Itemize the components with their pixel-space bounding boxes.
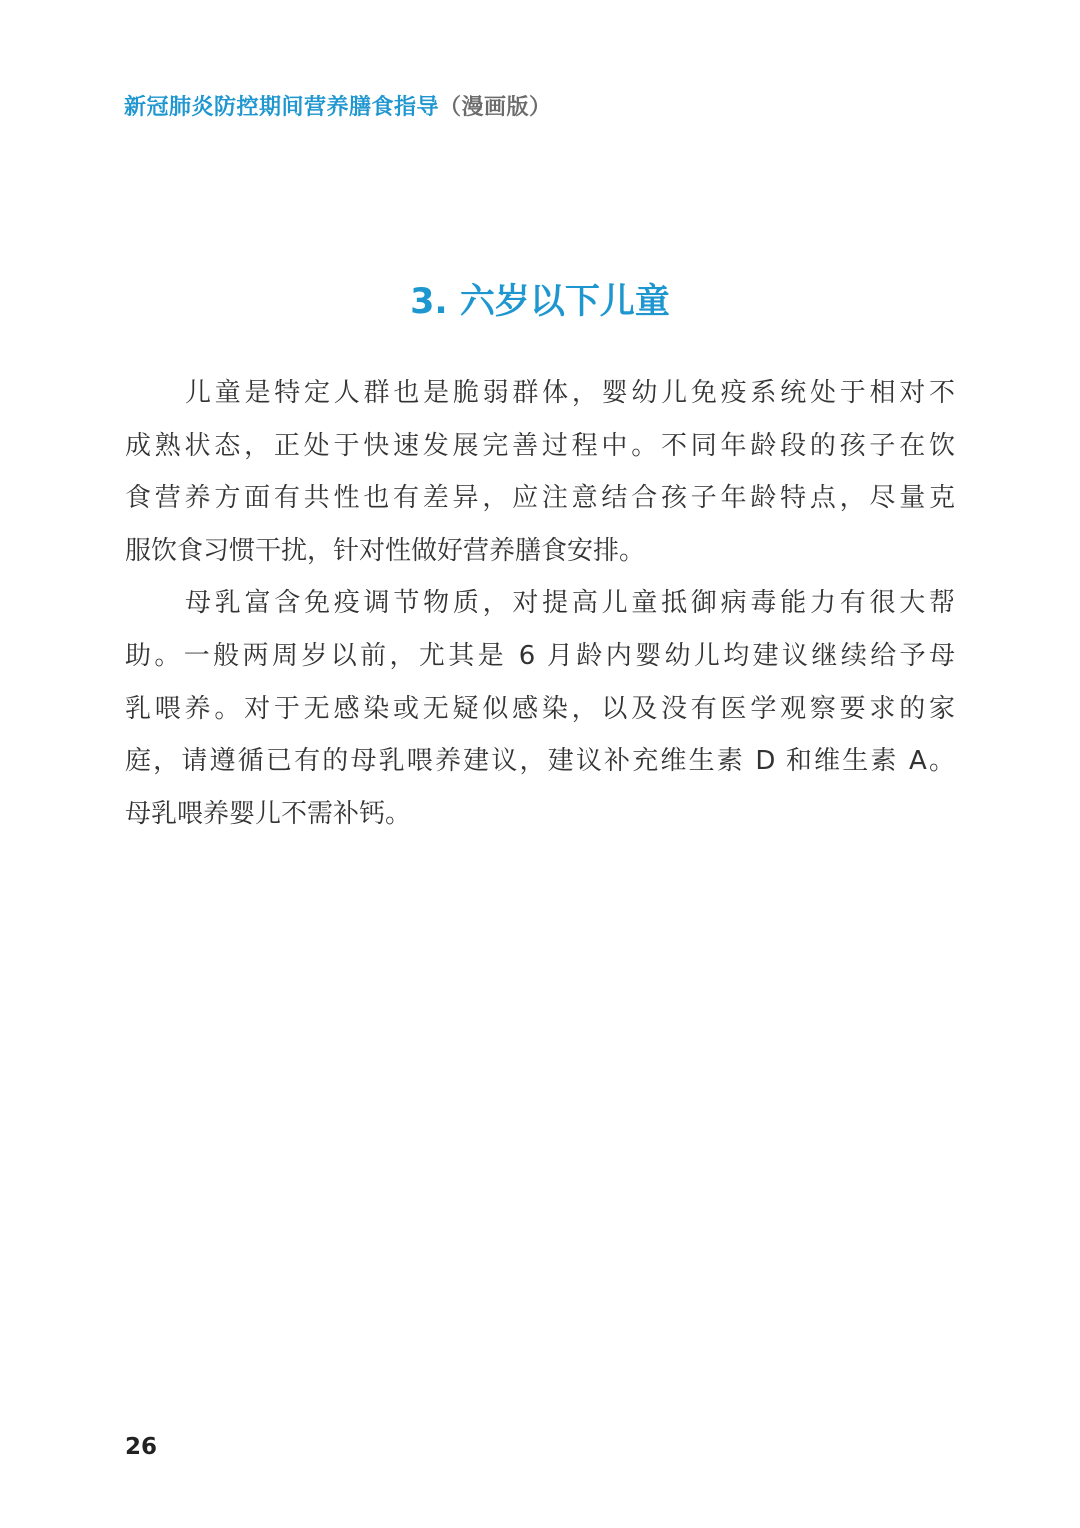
- text-line: 助。一般两周岁以前，尤其是 6 月龄内婴幼儿均建议继续给予母: [125, 640, 955, 671]
- text-line: 庭，请遵循已有的母乳喂养建议，建议补充维生素 D 和维生素 A。: [125, 746, 955, 777]
- text-line: 母乳富含免疫调节物质，对提高儿童抵御病毒能力有很大帮: [185, 588, 955, 619]
- header-edition: （漫画版）: [439, 95, 552, 120]
- text-line: 儿童是特定人群也是脆弱群体，婴幼儿免疫系统处于相对不: [185, 378, 955, 408]
- section-title: 3. 六岁以下儿童: [410, 282, 670, 322]
- running-header: [124, 90, 552, 121]
- page-number: 26: [125, 1434, 158, 1460]
- text-line: 母乳喂养婴儿不需补钙。: [125, 798, 412, 829]
- text-line: 乳喂养。对于无感染或无疑似感染，以及没有医学观察要求的家: [125, 693, 955, 724]
- body-text: [125, 371, 955, 844]
- paragraph: [125, 581, 955, 844]
- header-title: 新冠肺炎防控期间营养膳食指导: [124, 95, 440, 120]
- paragraph: [125, 371, 955, 581]
- text-line: 成熟状态，正处于快速发展完善过程中。不同年龄段的孩子在饮: [125, 430, 955, 461]
- text-line: 食营养方面有共性也有差异，应注意结合孩子年龄特点，尽量克: [125, 483, 955, 514]
- text-line: 服饮食习惯干扰，针对性做好营养膳食安排。: [125, 535, 646, 566]
